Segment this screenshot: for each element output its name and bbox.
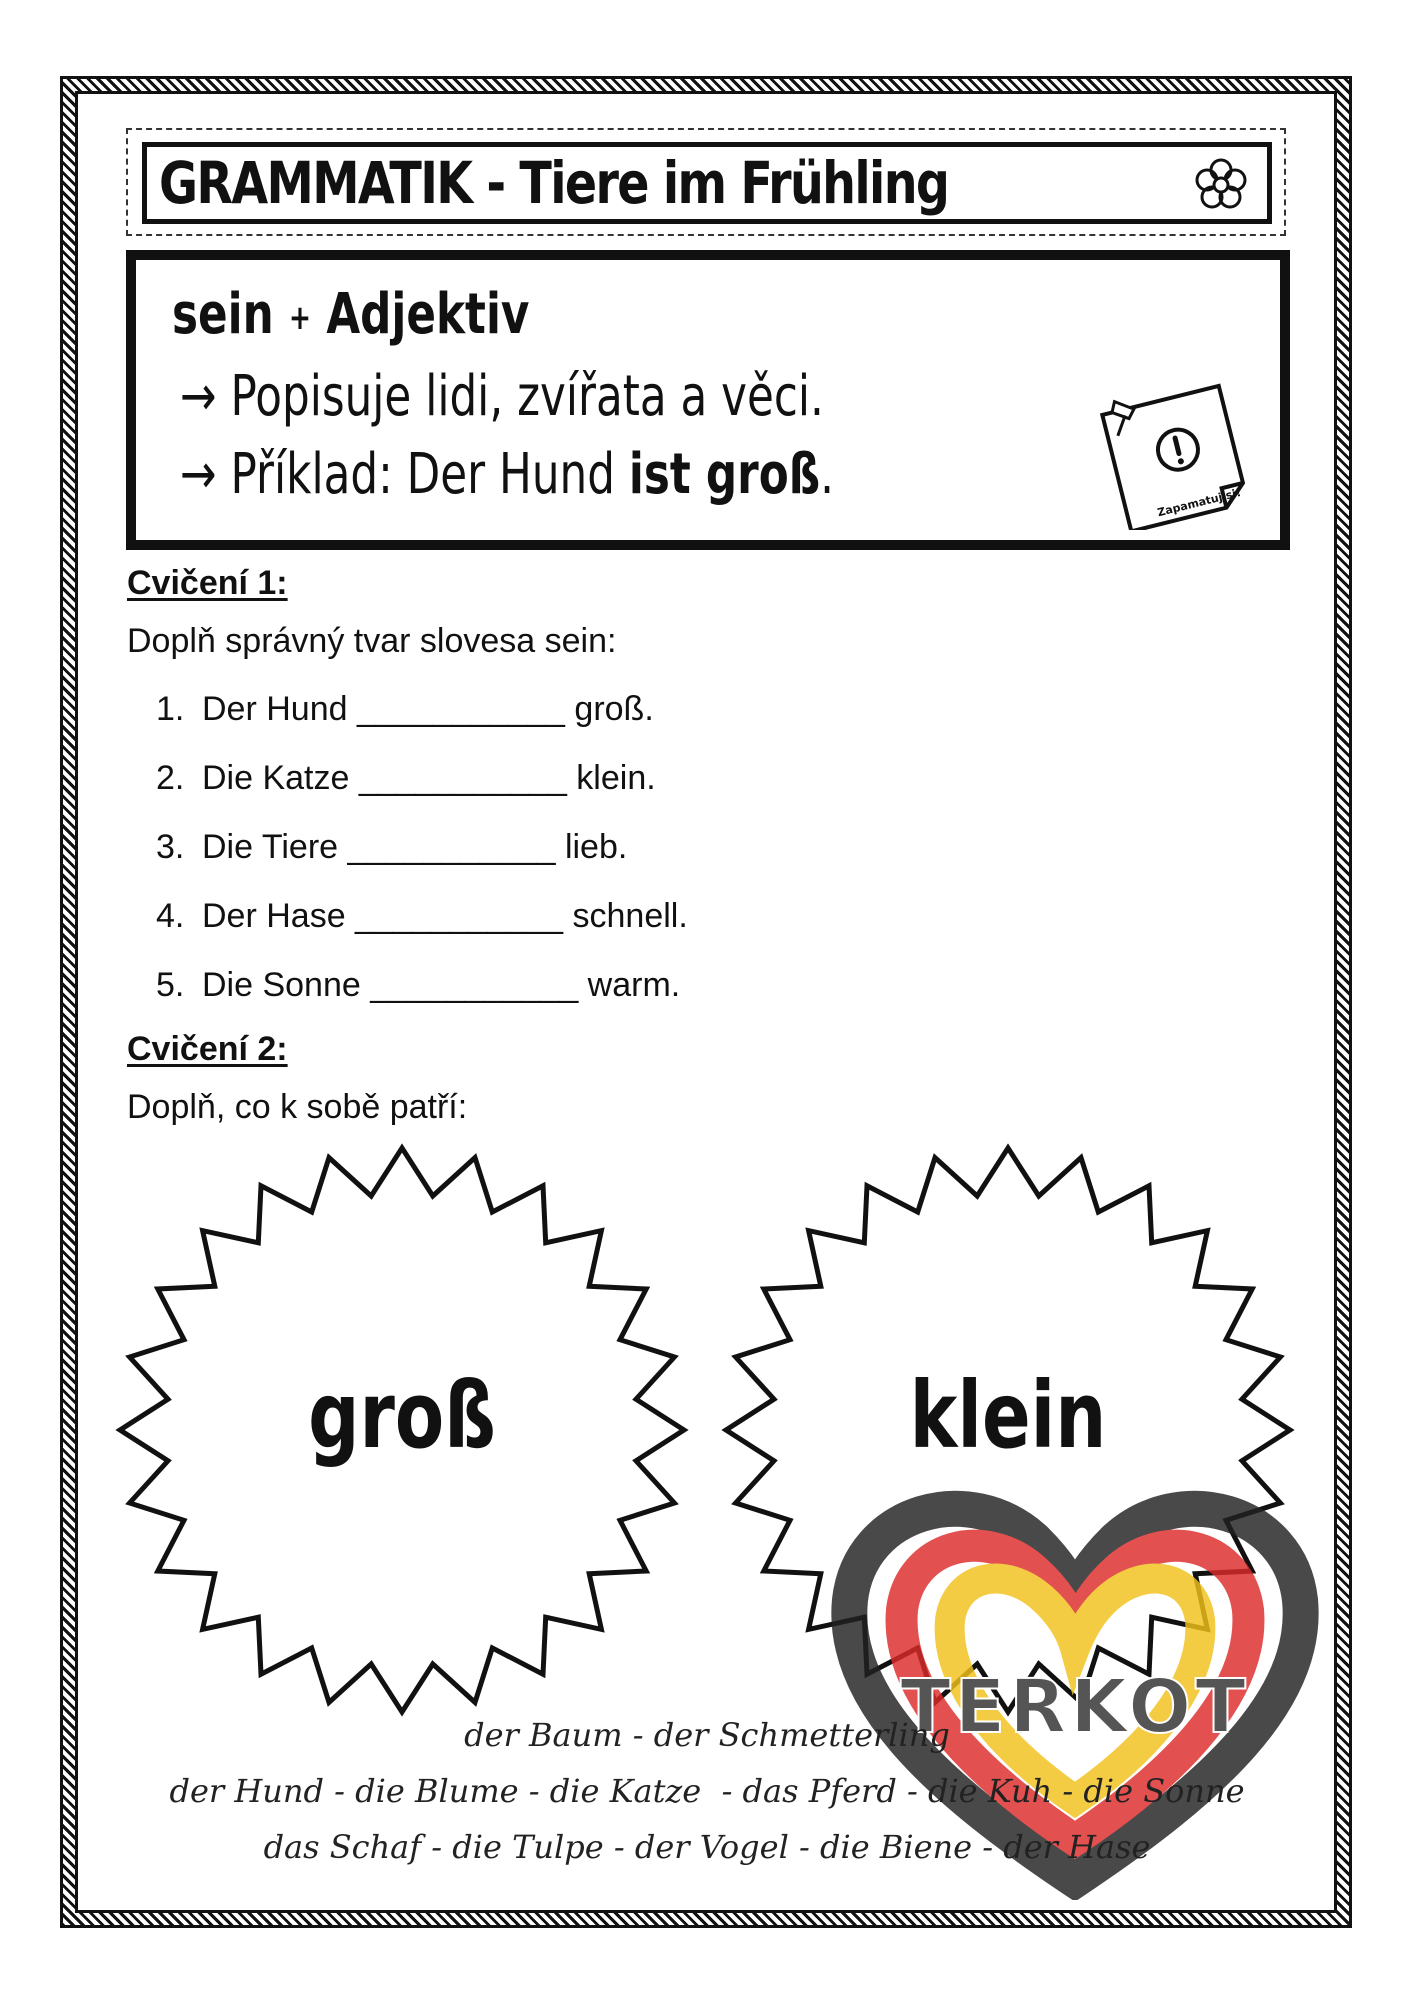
item-number: 5. [156, 966, 185, 1004]
item-number: 4. [156, 897, 185, 935]
word-bank-line: das Schaf - die Tulpe - der Vogel - die Biene - der Hase [263, 1828, 1151, 1866]
rule-example-end: . [820, 442, 835, 507]
rule-description: → Popisuje lidi, zvířata a věci. [180, 364, 824, 429]
item-number: 3. [156, 828, 185, 866]
rule-heading-word: sein [172, 282, 274, 347]
item-number: 1. [156, 690, 185, 728]
item-text: Die Tiere ___________ lieb. [202, 828, 628, 866]
burst-word-gross: groß [308, 1362, 496, 1469]
item-text: Die Sonne ___________ warm. [202, 966, 681, 1004]
logo-text: TERKOT [900, 1664, 1250, 1750]
rule-heading-plus: + [288, 297, 312, 338]
list-item [156, 759, 656, 798]
page-title: GRAMMATIK - Tiere im Frühling [159, 149, 949, 217]
exercise1-title: Cvičení 1: [127, 564, 288, 602]
item-number: 2. [156, 759, 185, 797]
rule-example-bold: ist groß [628, 442, 821, 507]
sticky-note-icon [1084, 380, 1254, 530]
rule-example [180, 442, 834, 507]
rule-box [126, 250, 1290, 550]
rule-heading-rest: Adjektiv [326, 282, 530, 347]
rule-example-start: → Příklad: Der Hund [180, 442, 629, 507]
title-box [142, 142, 1272, 224]
item-text: Die Katze ___________ klein. [202, 759, 656, 797]
list-item [156, 690, 654, 729]
note-label: Zapamatuj si! [1156, 485, 1243, 520]
list-item [156, 966, 680, 1005]
list-item [156, 828, 627, 867]
exercise2-instruction: Doplň, co k sobě patří: [127, 1088, 468, 1126]
word-bank-line: der Baum - der Schmetterling [464, 1716, 950, 1754]
burst-word-klein: klein [909, 1362, 1107, 1469]
word-bank-line: der Hund - die Blume - die Katze - das Pferd - die Kuh - die Sonne [169, 1772, 1245, 1810]
list-item [156, 897, 688, 936]
item-text: Der Hund ___________ groß. [202, 690, 654, 728]
exercise2-title: Cvičení 2: [127, 1030, 288, 1068]
rule-heading [172, 282, 529, 347]
exercise1-instruction: Doplň správný tvar slovesa sein: [127, 622, 617, 660]
flower-icon [1191, 155, 1251, 215]
item-text: Der Hase ___________ schnell. [202, 897, 688, 935]
